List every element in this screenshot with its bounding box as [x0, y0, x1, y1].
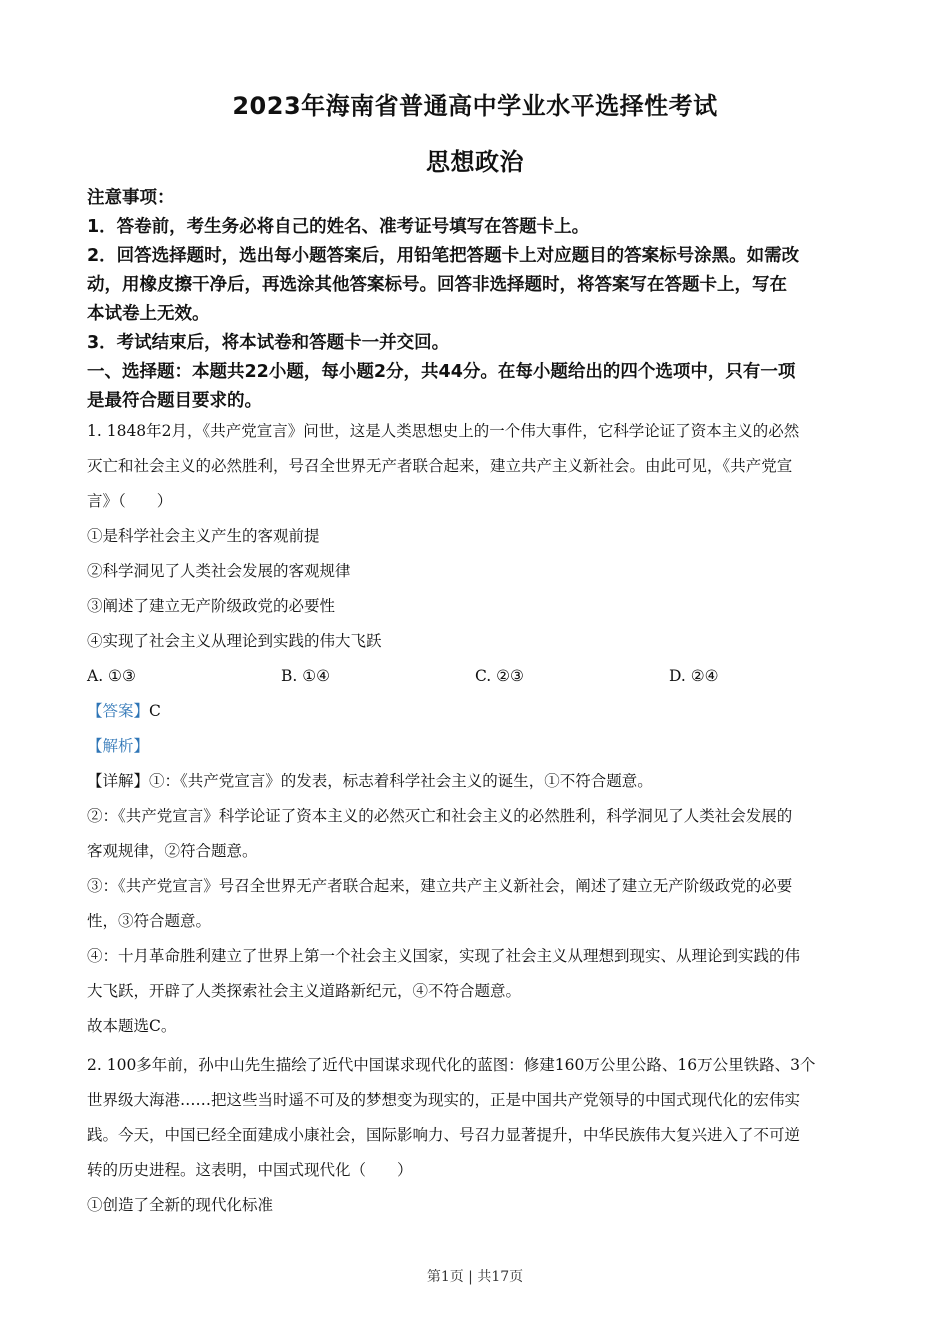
- question-stem-line: 世界级大海港……把这些当时遥不可及的梦想变为现实的，正是中国共产党领导的中国式现代化的宏伟实: [87, 1091, 801, 1109]
- answer-tag: 【答案】: [87, 702, 150, 720]
- statement: ②科学洞见了人类社会发展的客观规律: [87, 562, 351, 580]
- analysis-line: [87, 729, 863, 764]
- question-2: [87, 1048, 863, 1223]
- detail-tag: 【详解】: [87, 772, 150, 790]
- exam-title: 2023年海南省普通高中学业水平选择性考试: [232, 92, 718, 120]
- detail-line: 大飞跃，开辟了人类探索社会主义道路新纪元，④不符合题意。: [87, 982, 522, 1000]
- statement: ①是科学社会主义产生的客观前提: [87, 527, 320, 545]
- section-intro: 是最符合题目要求的。: [87, 391, 262, 411]
- option-c: C. ②③: [475, 667, 524, 685]
- conclusion-line: 故本题选C。: [87, 1017, 177, 1035]
- detail-line: [87, 764, 863, 799]
- question-stem-line: 2. 100多年前，孙中山先生描绘了近代中国谋求现代化的蓝图：修建160万公里公路、16万公里铁路、3个: [87, 1056, 816, 1074]
- page-footer: 第1页 | 共17页: [426, 1269, 524, 1285]
- notice-item: 3．考试结束后，将本试卷和答题卡一并交回。: [87, 333, 450, 353]
- detail-line: 客观规律，②符合题意。: [87, 842, 258, 860]
- notice-section: [87, 184, 867, 416]
- option-d: D. ②④: [669, 667, 719, 685]
- answer-line: [87, 694, 863, 729]
- section-intro: 一、选择题：本题共22小题，每小题2分，共44分。在每小题给出的四个选项中，只有一项: [87, 362, 796, 382]
- detail-line: ④：十月革命胜利建立了世界上第一个社会主义国家，实现了社会主义从理想到现实、从理论到实践的伟: [87, 947, 801, 965]
- notice-item: 本试卷上无效。: [87, 304, 210, 324]
- detail-line: 性，③符合题意。: [87, 912, 212, 930]
- option-a: A. ①③: [87, 667, 136, 685]
- question-stem-line: 灭亡和社会主义的必然胜利，号召全世界无产者联合起来，建立共产主义新社会。由此可见，《共产党宣: [87, 457, 793, 475]
- question-stem-line: 转的历史进程。这表明，中国式现代化（ ）: [87, 1161, 413, 1179]
- question-stem-line: 践。今天，中国已经全面建成小康社会，国际影响力、号召力显著提升，中华民族伟大复兴进入了不可逆: [87, 1126, 801, 1144]
- analysis-tag: 【解析】: [87, 737, 150, 755]
- statement: ①创造了全新的现代化标准: [87, 1196, 274, 1214]
- question-stem-line: 1. 1848年2月，《共产党宣言》问世，这是人类思想史上的一个伟大事件，它科学论证了资本主义的必然: [87, 422, 800, 440]
- statement: ③阐述了建立无产阶级政党的必要性: [87, 597, 336, 615]
- notice-item: 动，用橡皮擦干净后，再选涂其他答案标号。回答非选择题时，将答案写在答题卡上，写在: [87, 275, 787, 295]
- statement: ④实现了社会主义从理论到实践的伟大飞跃: [87, 632, 382, 650]
- subject-title: 思想政治: [426, 148, 524, 176]
- notice-item: 2．回答选择题时，选出每小题答案后，用铅笔把答题卡上对应题目的答案标号涂黑。如需改: [87, 246, 800, 266]
- detail-line: ②：《共产党宣言》科学论证了资本主义的必然灭亡和社会主义的必然胜利，科学洞见了人类社会发展的: [87, 807, 793, 825]
- detail-text: ①：《共产党宣言》的发表，标志着科学社会主义的诞生，①不符合题意。: [149, 772, 653, 790]
- option-b: B. ①④: [281, 667, 331, 685]
- notice-item: 1．答卷前，考生务必将自己的姓名、准考证号填写在答题卡上。: [87, 217, 590, 237]
- question-1: [87, 414, 863, 1044]
- answer-options: [87, 659, 863, 694]
- answer-value: C: [149, 702, 161, 720]
- detail-line: ③：《共产党宣言》号召全世界无产者联合起来，建立共产主义新社会，阐述了建立无产阶级政党的必要: [87, 877, 793, 895]
- notice-heading: 注意事项：: [87, 188, 175, 208]
- question-stem-line: 言》（ ）: [87, 492, 173, 510]
